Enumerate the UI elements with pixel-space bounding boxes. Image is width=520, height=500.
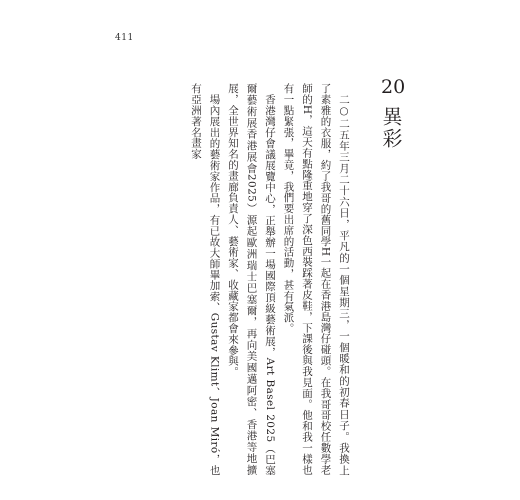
chapter-title: 異彩 xyxy=(379,106,403,150)
paragraph-2: 香港灣仔會議展覽中心，正舉辦一場國際頂級藝術展，Art Basel 2025（巴塞爾藝術展香港展會2025）源起歐洲瑞士巴塞爾，再向美國邁阿密、香港等地擴展，全世界知名的畫廊負責人、藝術家、收藏家都會來參與。 xyxy=(227,83,276,475)
chapter-number: 20 xyxy=(381,76,406,98)
body-text xyxy=(187,83,354,475)
page-number: 411 xyxy=(115,33,134,43)
paragraph-1: 二○二五年三月二十六日，平凡的一個星期三，一個暖和的初春日子。我換上了素雅的衣服，約了我哥的舊同學H一起在香港島灣仔碰頭。在我哥哥校任數學老師的H，這天有點隆重地穿了深色西裝踩著皮鞋，下課後與我見面。他和我一樣也有一點緊張，畢竟，我們要出席的活動，甚有氣派。 xyxy=(282,83,350,475)
paragraph-3: 場內展出的藝術家作品，有已故大師畢加索、Gustav Klimt、Joan Miró，也有亞洲著名畫家 xyxy=(190,83,221,475)
